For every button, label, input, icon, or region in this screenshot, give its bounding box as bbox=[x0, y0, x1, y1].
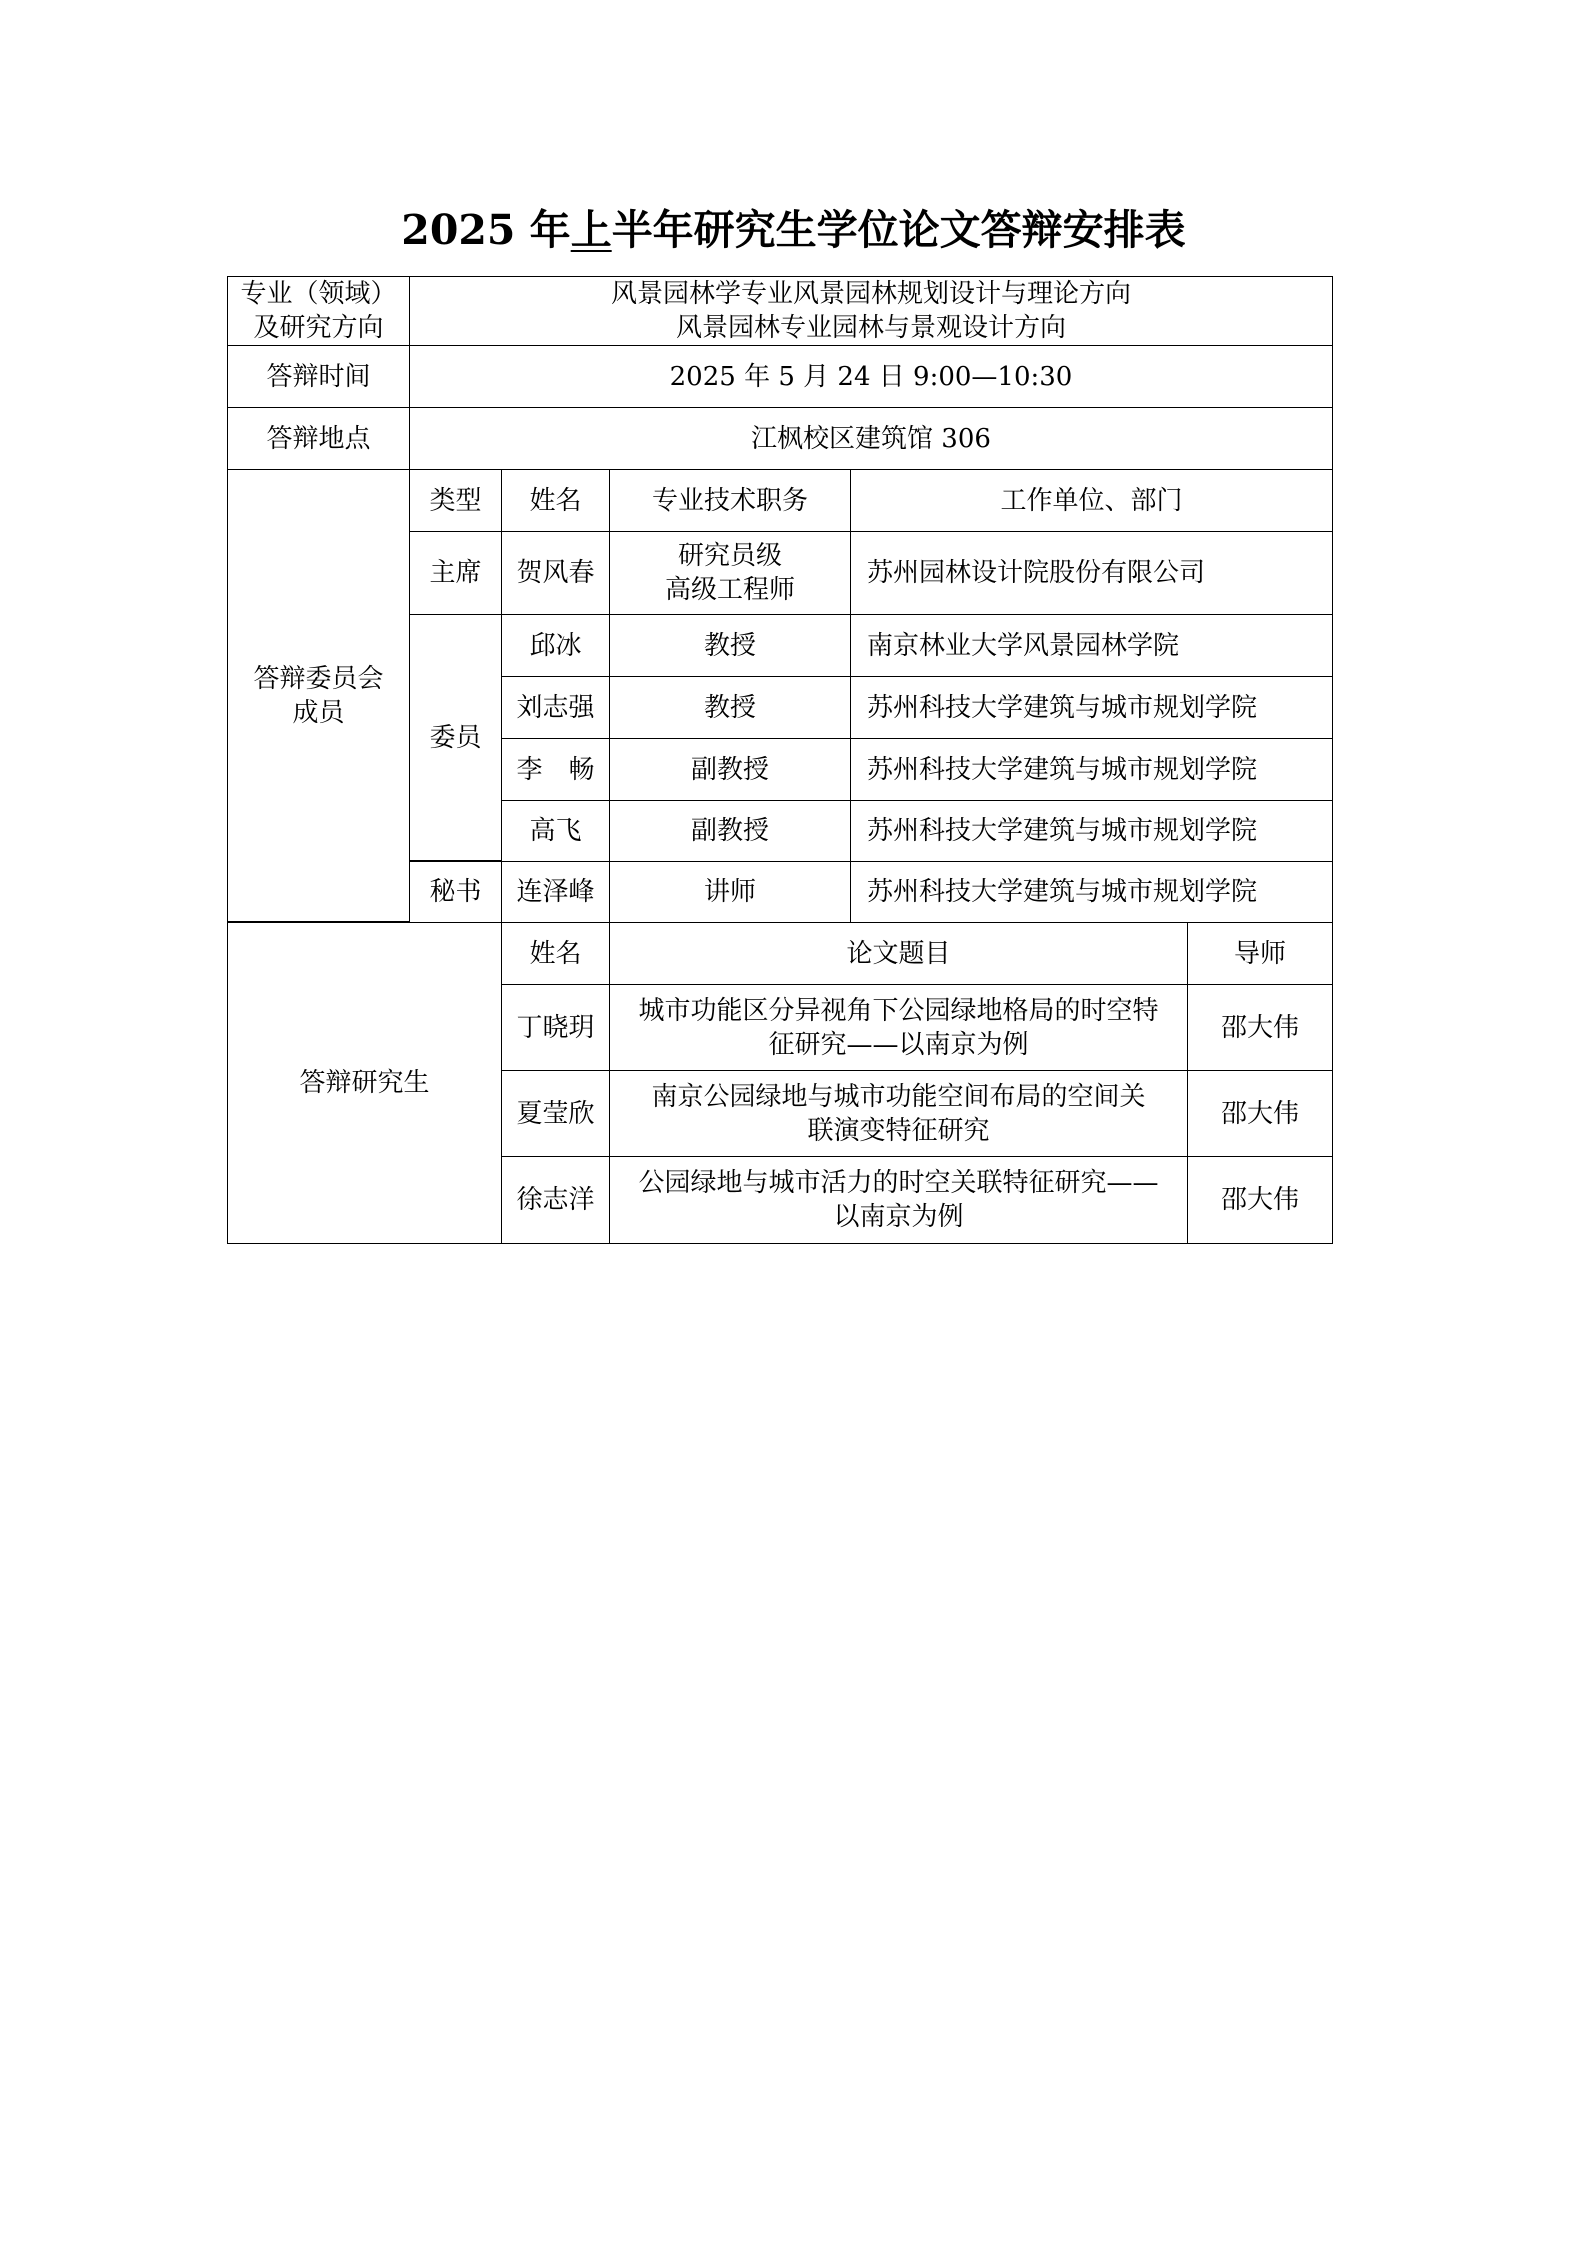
place-value: 江枫校区建筑馆 306 bbox=[751, 423, 991, 454]
secretary-unit-cell: 苏州科技大学建筑与城市规划学院 bbox=[850, 861, 1333, 923]
defense-schedule-table bbox=[227, 276, 1333, 1244]
major-label-line2: 及研究方向 bbox=[253, 313, 384, 343]
students-header-thesis: 论文题目 bbox=[609, 922, 1188, 985]
time-label-cell bbox=[227, 345, 410, 408]
title-prefix: 2025 年 bbox=[401, 206, 571, 254]
time-value-cell bbox=[409, 345, 1333, 408]
major-value-line2: 风景园林专业园林与景观设计方向 bbox=[675, 313, 1066, 343]
chair-title-cell: 研究员级 高级工程师 bbox=[609, 531, 851, 615]
title-term: 上 bbox=[570, 206, 612, 254]
page-title bbox=[0, 200, 1587, 260]
member-name-cell: 高飞 bbox=[501, 800, 610, 862]
committee-label-cell bbox=[227, 469, 410, 922]
student-thesis-cell: 南京公园绿地与城市功能空间布局的空间关 联演变特征研究 bbox=[609, 1070, 1188, 1157]
member-title-cell: 教授 bbox=[609, 614, 851, 677]
major-label-cell bbox=[227, 276, 410, 346]
student-thesis-cell: 城市功能区分异视角下公园绿地格局的时空特 征研究——以南京为例 bbox=[609, 984, 1188, 1071]
member-type-cell: 委员 bbox=[409, 614, 502, 861]
major-value-line1: 风景园林学专业风景园林规划设计与理论方向 bbox=[610, 279, 1131, 309]
member-unit-cell: 苏州科技大学建筑与城市规划学院 bbox=[850, 738, 1333, 801]
student-advisor-cell: 邵大伟 bbox=[1187, 984, 1333, 1071]
student-thesis-cell: 公园绿地与城市活力的时空关联特征研究—— 以南京为例 bbox=[609, 1156, 1188, 1244]
students-header-advisor: 导师 bbox=[1187, 922, 1333, 985]
member-unit-cell: 南京林业大学风景园林学院 bbox=[850, 614, 1333, 677]
student-advisor-cell: 邵大伟 bbox=[1187, 1156, 1333, 1244]
committee-label-line1: 答辩委员会 bbox=[253, 663, 384, 694]
place-label-cell bbox=[227, 407, 410, 470]
secretary-type-cell: 秘书 bbox=[409, 861, 502, 923]
students-label-cell: 答辩研究生 bbox=[227, 922, 502, 1244]
student-name-cell: 徐志洋 bbox=[501, 1156, 610, 1244]
student-advisor-cell: 邵大伟 bbox=[1187, 1070, 1333, 1157]
committee-header-unit: 工作单位、部门 bbox=[850, 469, 1333, 532]
member-title-cell: 副教授 bbox=[609, 738, 851, 801]
member-unit-cell: 苏州科技大学建筑与城市规划学院 bbox=[850, 800, 1333, 862]
member-unit-cell: 苏州科技大学建筑与城市规划学院 bbox=[850, 676, 1333, 739]
place-label: 答辩地点 bbox=[266, 423, 371, 454]
member-name-cell: 李 畅 bbox=[501, 738, 610, 801]
student-name-cell: 丁晓玥 bbox=[501, 984, 610, 1071]
committee-header-title: 专业技术职务 bbox=[609, 469, 851, 532]
committee-label-line2: 成员 bbox=[292, 697, 345, 728]
member-title-cell: 副教授 bbox=[609, 800, 851, 862]
chair-name-cell: 贺风春 bbox=[501, 531, 610, 615]
students-header-name: 姓名 bbox=[501, 922, 610, 985]
time-value: 2025 年 5 月 24 日 9:00—10:30 bbox=[669, 361, 1073, 392]
committee-header-type: 类型 bbox=[409, 469, 502, 532]
member-title-cell: 教授 bbox=[609, 676, 851, 739]
chair-type-cell: 主席 bbox=[409, 531, 502, 615]
member-name-cell: 邱冰 bbox=[501, 614, 610, 677]
chair-unit-cell: 苏州园林设计院股份有限公司 bbox=[850, 531, 1333, 615]
time-label: 答辩时间 bbox=[266, 361, 371, 392]
member-name-cell: 刘志强 bbox=[501, 676, 610, 739]
committee-header-name: 姓名 bbox=[501, 469, 610, 532]
title-suffix: 半年研究生学位论文答辩安排表 bbox=[611, 206, 1186, 254]
major-label-line1: 专业（领域） bbox=[240, 279, 397, 309]
major-value-cell bbox=[409, 276, 1333, 346]
secretary-name-cell: 连泽峰 bbox=[501, 861, 610, 923]
student-name-cell: 夏莹欣 bbox=[501, 1070, 610, 1157]
place-value-cell bbox=[409, 407, 1333, 470]
secretary-title-cell: 讲师 bbox=[609, 861, 851, 923]
